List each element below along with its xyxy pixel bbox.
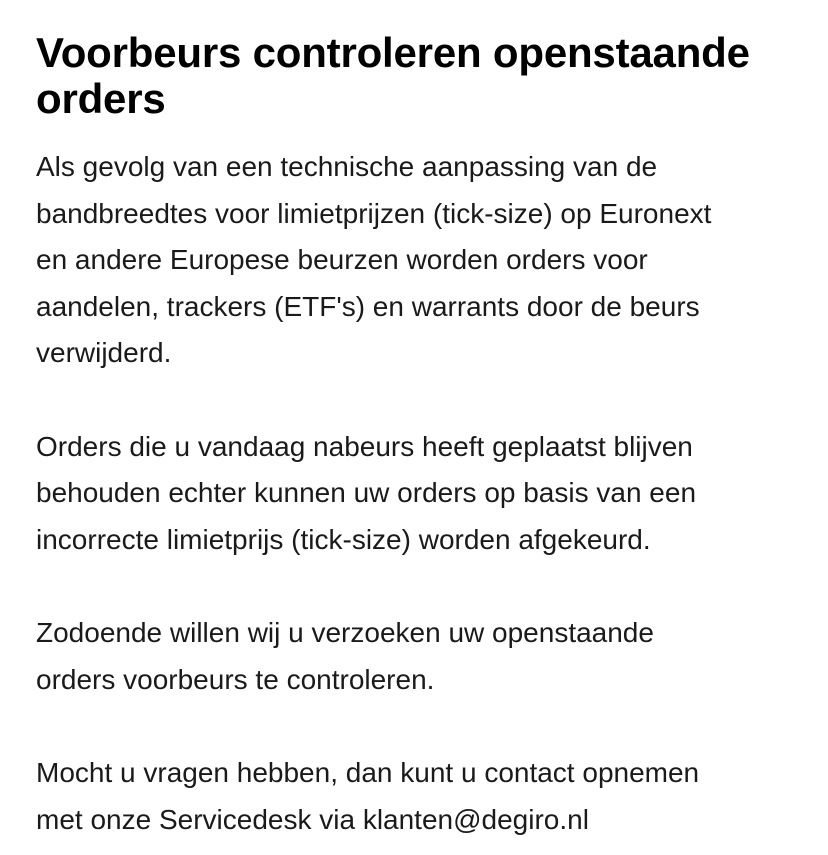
notice-paragraph-contact: [36, 750, 788, 843]
servicedesk-email-link[interactable]: klanten@degiro.nl: [362, 803, 589, 835]
notice-paragraph-after-hours-orders: Orders die u vandaag nabeurs heeft geplaatst blijven behouden echter kunnen uw orders op basis van een incorrecte limietprijs (tick-size) worden afgekeurd.: [36, 430, 697, 555]
contact-text: Mocht u vragen hebben, dan kunt u contact opnemen met onze Servicedesk via: [36, 757, 700, 835]
notice-paragraph-check-orders: Zodoende willen wij u verzoeken uw openstaande orders voorbeurs te controleren.: [36, 617, 654, 695]
notice-paragraph-tick-size: Als gevolg van een technische aanpassing van de bandbreedtes voor limietprijzen (tick-size) op Euronext en andere Europese beurzen worden orders voor aandelen, trackers (ETF's) en warrants door de beurs verwijderd.: [36, 151, 712, 368]
notice-title: Voorbeurs controleren openstaande orders: [36, 29, 750, 122]
